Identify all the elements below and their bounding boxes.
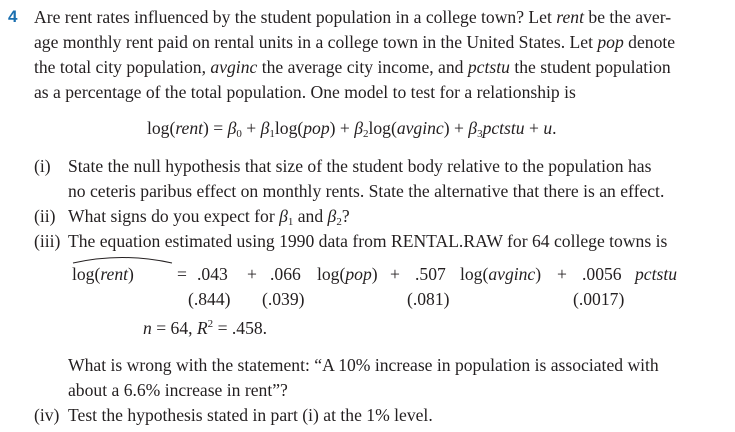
- part-i-line-1: State the null hypothesis that size of the student body relative to the population has: [68, 156, 652, 176]
- part-ii-label: (ii): [34, 206, 56, 226]
- plus-2: +: [390, 264, 400, 284]
- part-iv-label: (iv): [34, 405, 60, 425]
- plus-3: +: [557, 264, 567, 284]
- part-iii-text: The equation estimated using 1990 data from RENTAL.RAW for 64 college towns is: [68, 231, 668, 251]
- coef-logpop: .066: [270, 264, 301, 284]
- coef-pctstu: .0056: [582, 264, 622, 284]
- model-equation: log(rent) = $\beta_0 + \beta_1\log(pop)$ + $\beta_2\log(avginc)$ + $\beta_3pctstu + u$.: [147, 118, 557, 140]
- var-pctstu: pctstu: [635, 264, 678, 284]
- part-iv-text: Test the hypothesis stated in part (i) at the 1% level.: [68, 405, 433, 425]
- statement-line-1: What is wrong with the statement: “A 10% increase in population is associated with: [68, 355, 659, 375]
- se-intercept: (.844): [188, 289, 231, 309]
- var-logavginc: log(avginc): [460, 264, 542, 284]
- se-pctstu: (.0017): [573, 289, 625, 309]
- question-number: 4: [8, 7, 18, 26]
- intro-line-4: as a percentage of the total population. One model to test for a relationship is: [34, 82, 576, 102]
- intro-line-1: Are rent rates influenced by the student population in a college town? Let rent be the aver-: [34, 7, 672, 27]
- part-ii-text: What signs do you expect for $\beta_1$ and $\beta_2$?: [68, 206, 350, 228]
- fit-stats: n = 64, $R^2 = .458$.: [143, 318, 268, 338]
- estimated-lhs: log(rent): [72, 264, 134, 284]
- statement-line-2: about a 6.6% increase in rent”?: [68, 380, 288, 400]
- coef-logavginc: .507: [415, 264, 446, 284]
- se-logpop: (.039): [262, 289, 305, 309]
- part-i-label: (i): [34, 156, 51, 176]
- plus-1: +: [247, 264, 257, 284]
- coef-intercept: .043: [197, 264, 228, 284]
- part-i-line-2: no ceteris paribus effect on monthly rents. State the alternative that there is an effect.: [68, 181, 665, 201]
- var-logpop: log(pop): [317, 264, 378, 284]
- intro-line-2: age monthly rent paid on rental units in a college town in the United States. Let pop denote: [34, 32, 676, 52]
- estimated-equals: =: [177, 264, 187, 284]
- se-logavginc: (.081): [407, 289, 450, 309]
- part-iii-label: (iii): [34, 231, 61, 251]
- intro-line-3: the total city population, avginc the average city income, and pctstu the student population: [34, 57, 671, 77]
- hat-accent: [72, 254, 173, 264]
